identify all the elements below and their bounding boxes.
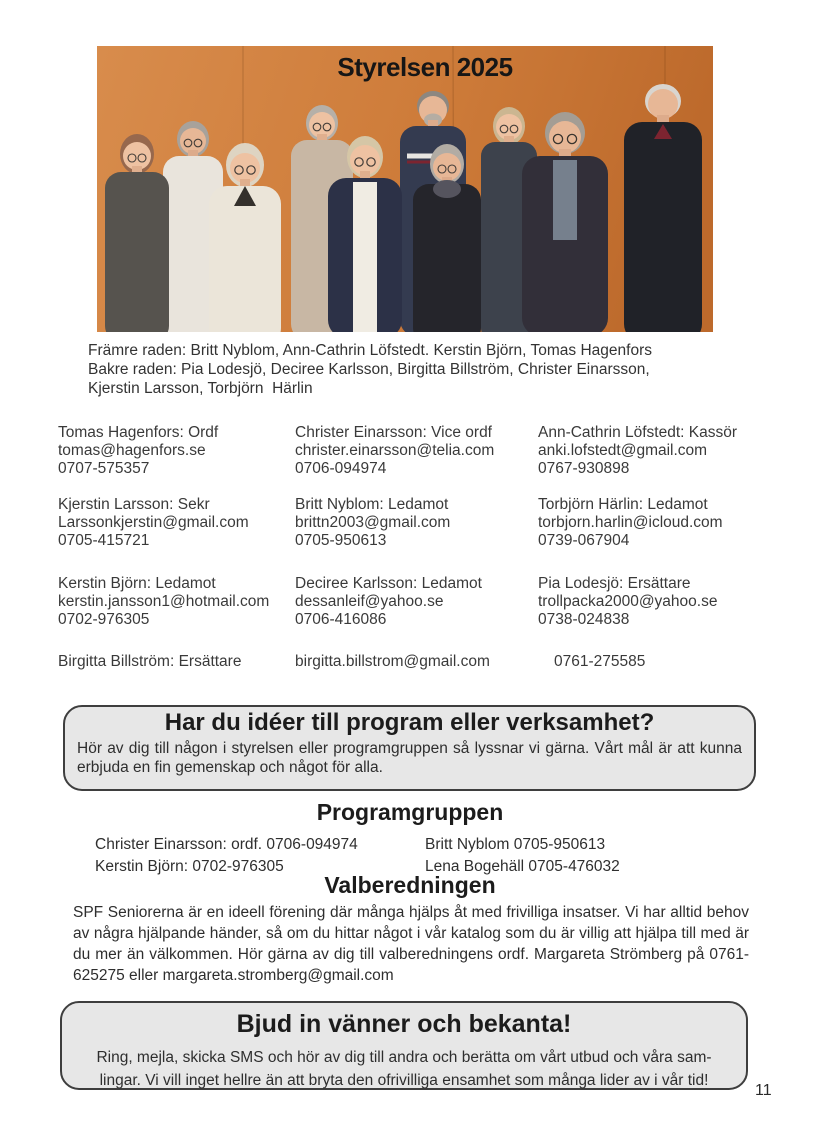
member-name-role: Ann-Cathrin Löfstedt: Kassör: [538, 424, 738, 441]
idea-box-title: Har du idéer till program eller verksamhet?: [164, 709, 655, 736]
member-phone: 0705-415721: [58, 532, 150, 549]
board-group-photo-illustration: [97, 46, 713, 332]
member-name-role: Britt Nyblom: Ledamot: [295, 496, 449, 513]
member-name-role: Tomas Hagenfors: Ordf: [58, 424, 219, 441]
member-phone: 0739-067904: [538, 532, 630, 549]
member-email: birgitta.billstrom@gmail.com: [295, 653, 490, 670]
member-email: torbjorn.harlin@icloud.com: [538, 514, 723, 531]
member-email: kerstin.jansson1@hotmail.com: [58, 593, 270, 610]
board-member-cell: [58, 424, 295, 478]
member-email: brittn2003@gmail.com: [295, 514, 451, 531]
board-photo: [97, 46, 713, 332]
board-member-cell: [538, 424, 768, 478]
board-member-cell: [58, 653, 768, 671]
board-member-cell: [295, 575, 538, 629]
member-name-role: Kjerstin Larsson: Sekr: [58, 496, 210, 513]
member-phone: 0707-575357: [58, 460, 150, 477]
member-phone: 0761-275585: [554, 653, 646, 670]
invite-box: [60, 1001, 748, 1090]
board-member-cell: [295, 424, 538, 478]
idea-box-body: Hör av dig till någon i styrelsen eller programgruppen så lyssnar vi gärna. Vårt mål är att kunna erbjuda en fin gemenskap och något för alla.: [77, 740, 742, 776]
section-heading-programgruppen: Programgruppen: [316, 799, 504, 825]
member-name-role: Deciree Karlsson: Ledamot: [295, 575, 482, 592]
member-phone: 0702-976305: [58, 611, 150, 628]
member-name-role: Birgitta Billström: Ersättare: [58, 653, 242, 670]
member-phone: 0706-094974: [295, 460, 387, 477]
member-email: Larssonkjerstin@gmail.com: [58, 514, 249, 531]
board-member-cell: [538, 496, 768, 550]
member-name-role: Torbjörn Härlin: Ledamot: [538, 496, 708, 513]
valberedningen-body: SPF Seniorerna är en ideell förening där många hjälps åt med frivilliga insatser. Vi har alltid behov av några hjälpande händer, så om du hittar något i vår katalog som du är villig att hjälpa till med är du mer än välkommen. Hör gärna av dig till valberedningens ordf. Margareta Strömberg på 0761-625275 eller margareta.stromberg@gmail.com: [73, 904, 749, 984]
member-name-role: Pia Lodesjö: Ersättare: [538, 575, 691, 592]
member-phone: 0767-930898: [538, 460, 630, 477]
invite-box-body: [62, 1046, 746, 1092]
member-phone: 0738-024838: [538, 611, 630, 628]
member-name-role: Christer Einarsson: Vice ordf: [295, 424, 492, 441]
caption-line: Bakre raden: Pia Lodesjö, Deciree Karlsson, Birgitta Billström, Christer Einarsson,: [88, 361, 650, 378]
board-member-cell: [538, 575, 768, 629]
program-entry: Lena Bogehäll 0705-476032: [425, 858, 620, 875]
program-entry: Christer Einarsson: ordf. 0706-094974: [95, 836, 358, 853]
idea-box: [63, 705, 756, 791]
photo-caption: [88, 341, 728, 398]
member-email: anki.lofstedt@gmail.com: [538, 442, 708, 459]
invite-box-title: Bjud in vänner och bekanta!: [236, 1010, 572, 1038]
board-member-cell: [58, 496, 295, 550]
member-phone: 0705-950613: [295, 532, 387, 549]
member-email: trollpacka2000@yahoo.se: [538, 593, 718, 610]
member-email: tomas@hagenfors.se: [58, 442, 206, 459]
program-entry: Britt Nyblom 0705-950613: [425, 836, 606, 853]
board-contact-list: [58, 424, 768, 671]
member-email: dessanleif@yahoo.se: [295, 593, 444, 610]
caption-line: Främre raden: Britt Nyblom, Ann-Cathrin Löfstedt. Kerstin Björn, Tomas Hagenfors: [88, 342, 652, 359]
member-phone: 0706-416086: [295, 611, 387, 628]
invite-box-body-line: Ring, mejla, skicka SMS och hör av dig till andra och berätta om vårt utbud och våra sam-: [96, 1049, 712, 1066]
photo-title: Styrelsen 2025: [337, 52, 513, 82]
caption-line: Kjerstin Larsson, Torbjörn Härlin: [88, 380, 313, 397]
program-entry: Kerstin Björn: 0702-976305: [95, 858, 284, 875]
board-member-cell: [295, 496, 538, 550]
member-name-role: Kerstin Björn: Ledamot: [58, 575, 216, 592]
page-number: 11: [755, 1082, 772, 1099]
section-heading-valberedningen: Valberedningen: [324, 872, 496, 898]
invite-box-body-line: lingar. Vi vill inget hellre än att bryta den ofrivilliga ensamhet som många lider av i vår tid!: [99, 1072, 709, 1089]
board-member-cell: [58, 575, 295, 629]
member-email: christer.einarsson@telia.com: [295, 442, 495, 459]
